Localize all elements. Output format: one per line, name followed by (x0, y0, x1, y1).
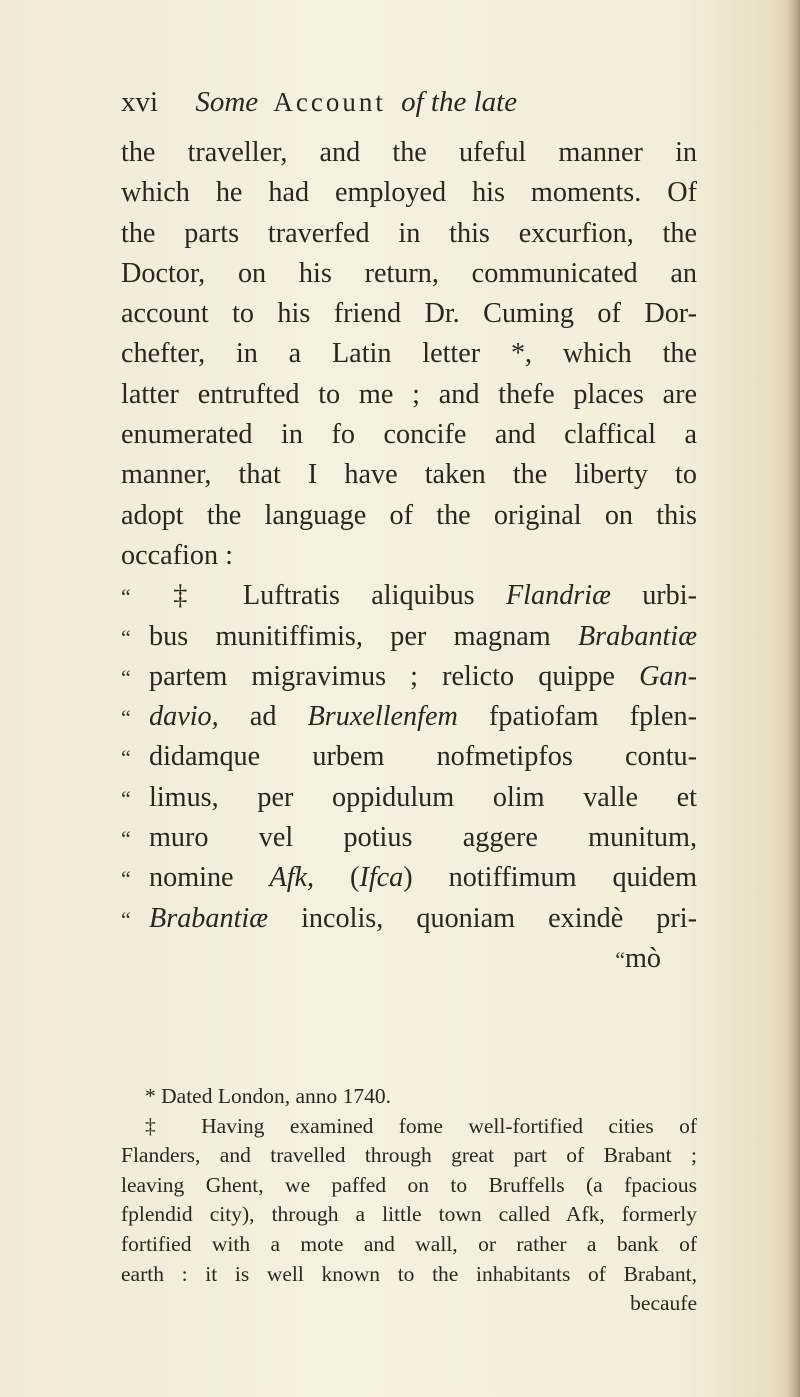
quote-mark: “ (121, 866, 131, 892)
quote-line: “ ‡ Luftratis aliquibus Flandriæ urbi- (121, 576, 697, 616)
header-title-of-the-late: of the late (401, 86, 518, 118)
footnote-line: earth : it is well known to the inhabitants of Brabant, (121, 1261, 697, 1286)
quote-mark: “ (121, 705, 131, 731)
running-header (121, 86, 681, 126)
main-text (121, 133, 697, 979)
quote-mark: “ (615, 946, 625, 972)
quote-mark: “ (121, 584, 131, 610)
text-line: enumerated in fo concife and claffical a (121, 419, 697, 451)
text-line: occafion : (121, 539, 233, 571)
page-number: xvi (121, 86, 159, 118)
page-edge-shadow (786, 0, 800, 1397)
quote-mark: “ (121, 906, 131, 932)
quote-line: “ muro vel potius aggere munitum, (121, 818, 697, 858)
header-title-some: Some (195, 86, 259, 118)
quote-line: “ bus munitiffimis, per magnam Brabantiæ (121, 617, 697, 657)
text-line: Doctor, on his return, communicated an (121, 257, 697, 289)
text-line: which he had employed his moments. Of (121, 177, 697, 209)
quote-line: “ limus, per oppidulum olim valle et (121, 778, 697, 818)
quote-mark: “ (121, 785, 131, 811)
text-line: manner, that I have taken the liberty to (121, 459, 697, 491)
quote-mark: “ (121, 624, 131, 650)
text-line: chefter, in a Latin letter *, which the (121, 338, 697, 370)
text-line: the traveller, and the ufeful manner in (121, 137, 697, 168)
quote-catchword: “mò (121, 939, 697, 979)
footnotes (121, 1082, 697, 1319)
text-line: latter entrufted to me ; and thefe places are (121, 378, 697, 410)
footnote-line: Flanders, and travelled through great part of Brabant ; (121, 1143, 697, 1168)
text-line: the parts traverfed in this excurfion, the (121, 217, 697, 249)
footnote-line: fplendid city), through a little town called Afk, formerly (121, 1202, 697, 1227)
quote-line: “ nomine Afk, (Ifca) notiffimum quidem (121, 858, 697, 898)
footnote-double-dagger: ‡ Having examined fome well-fortified cities of (145, 1113, 697, 1138)
catchword: becaufe (630, 1291, 697, 1316)
quote-mark: “ (121, 826, 131, 852)
footnote-asterisk: * Dated London, anno 1740. (145, 1084, 392, 1108)
quote-line: “ Brabantiæ incolis, quoniam exindè pri- (121, 899, 697, 939)
quote-line: “ davio, ad Bruxellenfem fpatiofam fplen- (121, 697, 697, 737)
quote-line: “ didamque urbem nofmetipfos contu- (121, 737, 697, 777)
text-line: account to his friend Dr. Cuming of Dor- (121, 298, 697, 330)
header-title-account: Account (273, 87, 386, 117)
footnote-line: fortified with a mote and wall, or rather a bank of (121, 1231, 697, 1256)
quote-mark: “ (121, 664, 131, 690)
footnote-line: leaving Ghent, we paffed on to Bruffells (a fpacious (121, 1172, 697, 1197)
text-line: adopt the language of the original on this (121, 499, 697, 531)
quote-line: “ partem migravimus ; relicto quippe Gan- (121, 657, 697, 697)
quote-mark: “ (121, 745, 131, 771)
